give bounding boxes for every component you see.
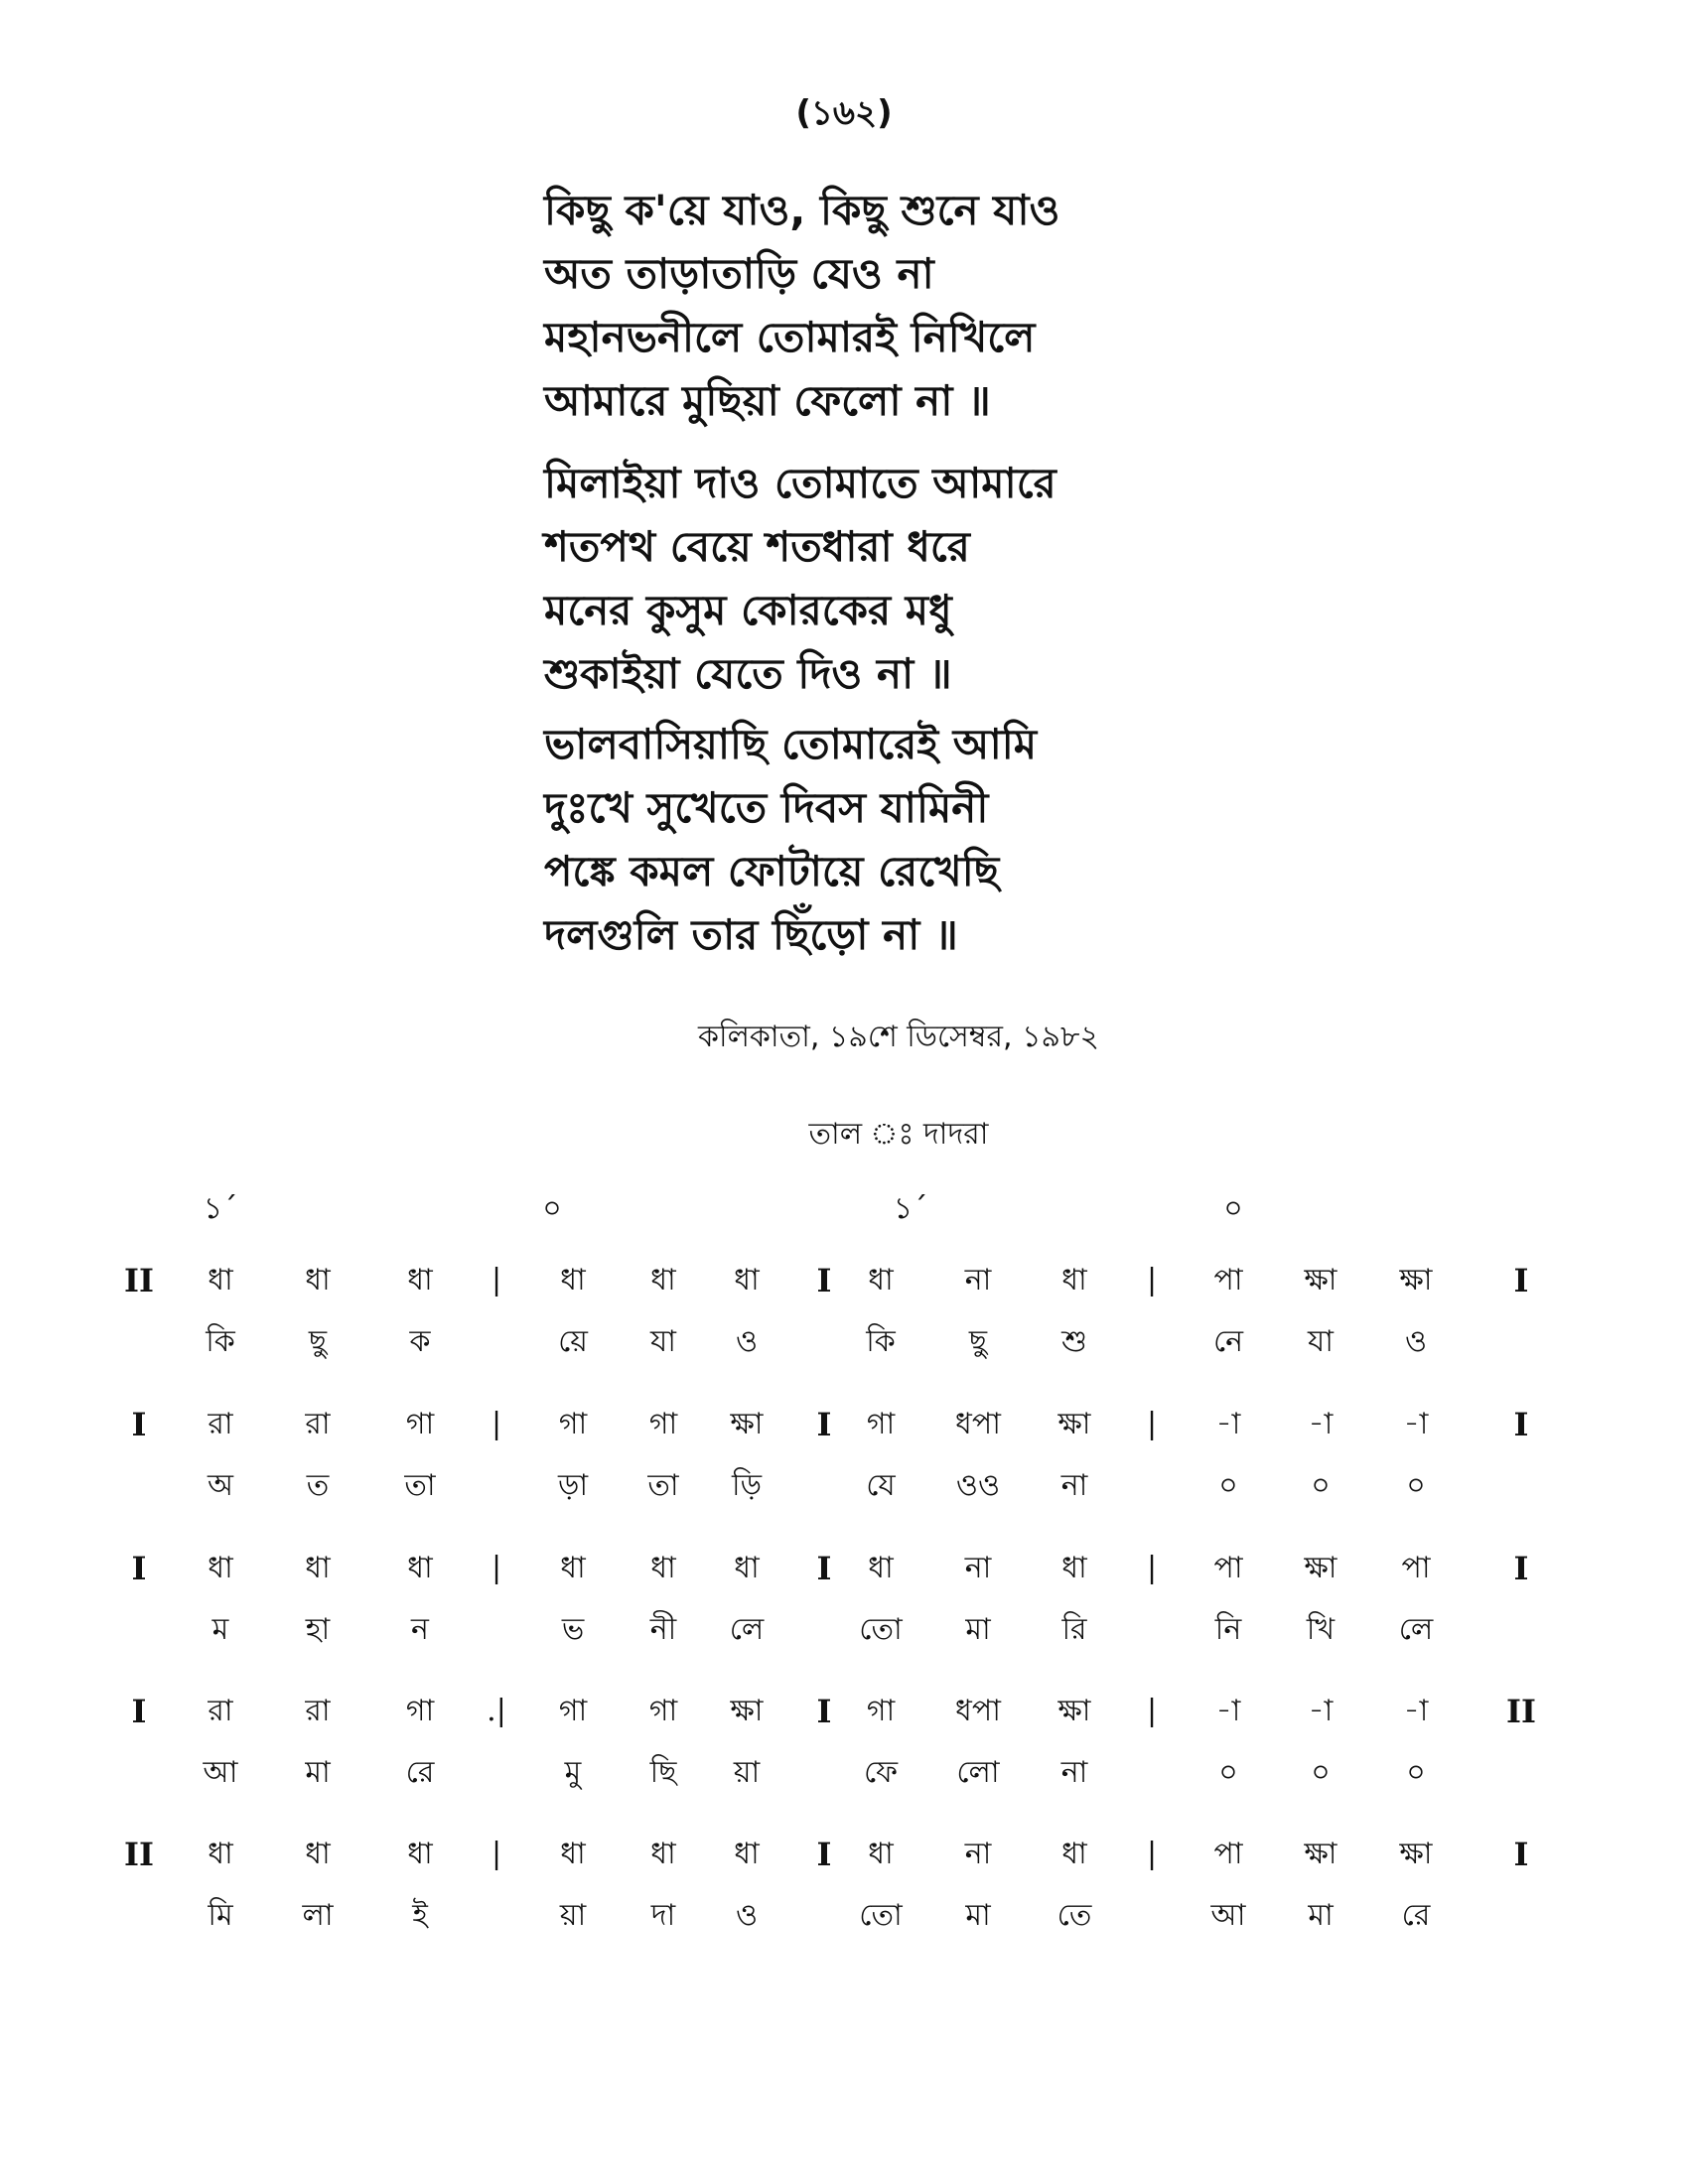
lyric-syllable: ত [306,1468,330,1503]
stanza-line: দলগুলি তার ছিঁড়ো না ॥ [544,910,958,959]
note: ধা [407,1551,433,1585]
note: -া [1403,1407,1429,1441]
lyric-syllable: ক [409,1324,431,1359]
note: ক্ষা [1057,1407,1091,1441]
bar-line: .| [487,1694,506,1728]
lyric-syllable: ড়ি [731,1468,762,1503]
lyric-syllable: য়া [559,1898,587,1933]
lyric-syllable: মা [965,1612,991,1647]
note: ধা [560,1551,586,1585]
lyric-syllable: খি [1306,1612,1336,1647]
note: -া [1308,1407,1334,1441]
bar-line: I [816,1836,832,1873]
lyric-syllable: ই [412,1898,428,1933]
note: ধা [560,1263,586,1297]
stanza-line: শুকাইয়া যেতে দিও না ॥ [544,649,952,698]
bar-line-start: II [124,1262,154,1299]
note: ধা [305,1263,331,1297]
lyric-syllable: ছু [968,1324,988,1359]
bar-line-start: I [131,1693,147,1730]
note: ক্ষা [1399,1837,1433,1871]
tala-label: তাল ঃ দাদরা [808,1117,989,1152]
lyric-syllable: ও [735,1898,759,1933]
bar-line-end: I [1513,1262,1529,1299]
lyric-syllable: আ [1210,1898,1246,1933]
note: গা [648,1694,678,1728]
lyric-syllable: তা [404,1468,436,1503]
note: পা [1213,1551,1243,1585]
bar-line: | [1146,1694,1158,1728]
note: ক্ষা [730,1694,764,1728]
bar-line: | [1146,1263,1158,1297]
page-number: (১৬২) [795,93,893,133]
lyric-syllable: মা [305,1755,331,1790]
bar-line: | [1146,1407,1158,1441]
lyric-syllable: ও [735,1324,759,1359]
lyric-syllable: রি [1061,1612,1087,1647]
note: ধা [734,1837,760,1871]
note: ক্ষা [1399,1263,1433,1297]
place-date: কলিকাতা, ১৯শে ডিসেম্বর, ১৯৮২ [698,1020,1099,1054]
lyric-syllable: ও [1404,1324,1428,1359]
lyric-syllable: নী [649,1612,677,1647]
note: ধা [208,1263,233,1297]
note: ধা [208,1551,233,1585]
lyric-syllable: কি [206,1324,235,1359]
note: ধা [650,1837,676,1871]
lyric-syllable: ন [411,1612,429,1647]
bar-line: | [491,1837,502,1871]
bar-line-end: II [1506,1693,1536,1730]
note: ধপা [955,1694,1001,1728]
beat-mark: ১´ [893,1191,928,1226]
note: -া [1308,1694,1334,1728]
note: ধা [868,1837,894,1871]
lyric-syllable: য়া [733,1755,761,1790]
lyric-syllable: লো [956,1755,1000,1790]
lyric-syllable: য়ে [558,1324,588,1359]
bar-line: | [491,1551,502,1585]
note: ধা [1061,1551,1087,1585]
lyric-syllable: শু [1061,1324,1087,1359]
note: গা [558,1694,588,1728]
bar-line: I [816,1550,832,1587]
note: গা [405,1694,435,1728]
lyric-syllable: দা [650,1898,676,1933]
note: না [964,1263,992,1297]
lyric-syllable: ম [211,1612,229,1647]
lyric-syllable: ওও [955,1468,1001,1503]
stanza-line: শতপথ বেয়ে শতধারা ধরে [544,522,970,571]
bar-line: I [816,1693,832,1730]
note: না [964,1551,992,1585]
lyric-syllable: ০ [1218,1468,1238,1503]
lyric-syllable: আ [203,1755,238,1790]
stanza-line: মনের কুসুম কোরকের মধু [544,586,952,634]
note: গা [866,1407,896,1441]
bar-line: I [816,1406,832,1443]
note: ধা [734,1263,760,1297]
note: রা [305,1694,331,1728]
lyric-syllable: হা [305,1612,331,1647]
lyric-syllable: তো [859,1612,903,1647]
beat-mark: ১´ [203,1191,238,1226]
note: ধা [868,1263,894,1297]
note: না [964,1837,992,1871]
lyric-syllable: কি [866,1324,896,1359]
lyric-syllable: যা [1308,1324,1334,1359]
lyric-syllable: অ [208,1468,233,1503]
stanza-line: অত তাড়াতাড়ি যেও না [544,249,934,298]
lyric-syllable: ০ [1406,1468,1426,1503]
lyric-syllable: মি [208,1898,233,1933]
note: ধা [1061,1263,1087,1297]
lyric-syllable: ০ [1311,1468,1331,1503]
note: ধা [407,1263,433,1297]
lyric-syllable: না [1060,1755,1088,1790]
lyric-syllable: তা [647,1468,679,1503]
bar-line-start: II [124,1836,154,1873]
bar-line-start: I [131,1550,147,1587]
note: রা [305,1407,331,1441]
bar-line-end: I [1513,1406,1529,1443]
note: পা [1213,1837,1243,1871]
lyric-syllable: যে [866,1468,896,1503]
bar-line: | [491,1263,502,1297]
lyric-syllable: যা [650,1324,676,1359]
lyric-syllable: মু [564,1755,582,1790]
bar-line: | [1146,1551,1158,1585]
lyric-syllable: রে [1401,1898,1431,1933]
note: ক্ষা [1304,1263,1337,1297]
lyric-syllable: নে [1212,1324,1244,1359]
note: ধা [305,1551,331,1585]
note: ধা [650,1551,676,1585]
note: -া [1215,1407,1241,1441]
note: ধা [868,1551,894,1585]
bar-line-end: I [1513,1836,1529,1873]
stanza-line: ভালবাসিয়াছি তোমারেই আমি [544,720,1038,768]
note: গা [558,1407,588,1441]
lyric-syllable: রে [405,1755,435,1790]
note: গা [648,1407,678,1441]
lyric-syllable: ছি [649,1755,677,1790]
note: গা [866,1694,896,1728]
note: রা [208,1407,233,1441]
note: ধপা [955,1407,1001,1441]
lyric-syllable: ছু [308,1324,328,1359]
note: ক্ষা [1057,1694,1091,1728]
note: ধা [305,1837,331,1871]
bar-line-end: I [1513,1550,1529,1587]
note: ক্ষা [1304,1837,1337,1871]
note: ধা [407,1837,433,1871]
lyric-syllable: নি [1214,1612,1242,1647]
lyric-syllable: লে [1398,1612,1434,1647]
lyric-syllable: ভ [561,1612,585,1647]
note: ধা [734,1551,760,1585]
lyric-syllable: তে [1056,1898,1092,1933]
bar-line: I [816,1262,832,1299]
stanza-line: আমারে মুছিয়া ফেলো না ॥ [544,376,991,425]
note: ধা [560,1837,586,1871]
bar-line: | [491,1407,502,1441]
stanza-line: মহানভনীলে তোমারই নিখিলে [544,313,1036,361]
stanza-line: মিলাইয়া দাও তোমাতে আমারে [544,459,1056,507]
note: গা [405,1407,435,1441]
beat-mark: ০ [1223,1191,1243,1226]
note: ধা [1061,1837,1087,1871]
note: -া [1403,1694,1429,1728]
lyric-syllable: ০ [1311,1755,1331,1790]
lyric-syllable: ফে [863,1755,899,1790]
note: ক্ষা [1304,1551,1337,1585]
lyric-syllable: মা [1308,1898,1334,1933]
bar-line: | [1146,1837,1158,1871]
note: পা [1213,1263,1243,1297]
stanza-line: দুঃখে সুখেতে দিবস যামিনী [544,783,989,832]
stanza-line: পঙ্কে কমল ফোটায়ে রেখেছি [544,847,1000,895]
lyric-syllable: না [1060,1468,1088,1503]
lyric-syllable: লা [302,1898,334,1933]
lyric-syllable: লে [729,1612,765,1647]
lyric-syllable: ড়া [557,1468,589,1503]
note: পা [1401,1551,1431,1585]
lyric-syllable: ০ [1218,1755,1238,1790]
lyric-syllable: তো [859,1898,903,1933]
note: ধা [650,1263,676,1297]
stanza-line: কিছু ক'য়ে যাও, কিছু শুনে যাও [544,186,1060,234]
lyric-syllable: মা [965,1898,991,1933]
note: রা [208,1694,233,1728]
beat-mark: ০ [542,1191,562,1226]
lyric-syllable: ০ [1406,1755,1426,1790]
note: ধা [208,1837,233,1871]
bar-line-start: I [131,1406,147,1443]
note: ক্ষা [730,1407,764,1441]
note: -া [1215,1694,1241,1728]
